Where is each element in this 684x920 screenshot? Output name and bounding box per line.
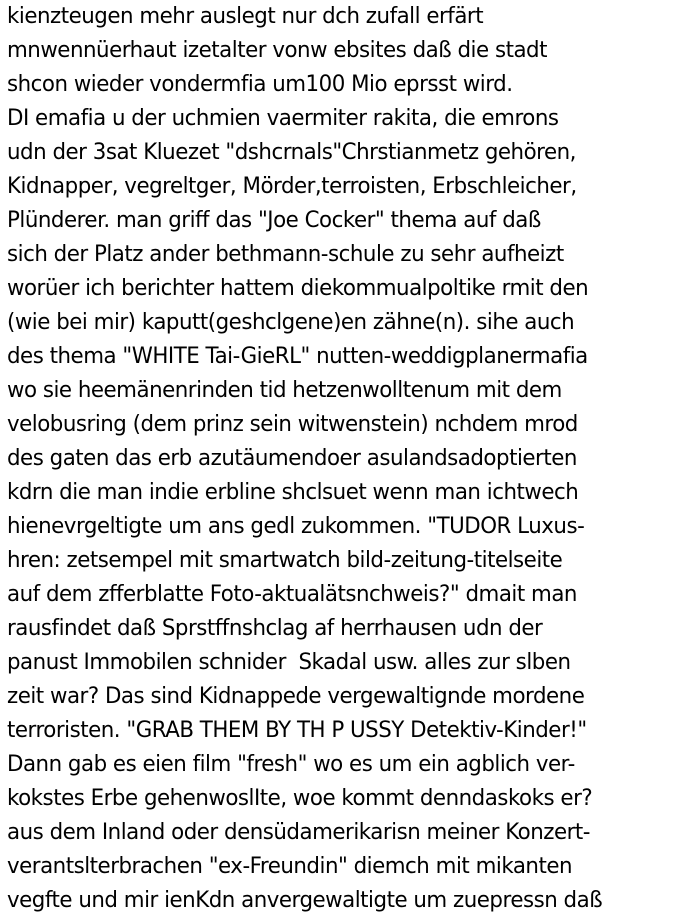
text-line: verantslterbrachen "ex-Freundin" diemch mit mikanten: [7, 854, 573, 879]
text-line: velobusring (dem prinz sein witwenstein) nchdem mrod: [7, 412, 578, 437]
text-line: kienzteugen mehr auslegt nur dch zufall erfärt: [7, 4, 484, 29]
text-line: zeit war? Das sind Kidnappede vergewaltignde mordene: [7, 684, 585, 709]
text-line: terroristen. "GRAB THEM BY TH P USSY Detektiv-Kinder!": [7, 718, 587, 743]
text-line: shcon wieder vondermfia um100 Mio eprsst wird.: [7, 72, 513, 97]
text-line: Kidnapper, vegreltger, Mörder,terroisten, Erbschleicher,: [7, 174, 577, 199]
text-line: hren: zetsempel mit smartwatch bild-zeitung-titelseite: [7, 548, 563, 573]
text-line: udn der 3sat Kluezet "dshcrnals"Chrstianmetz gehören,: [7, 140, 576, 165]
text-line: Dann gab es eien film "fresh" wo es um ein agblich ver-: [7, 752, 575, 777]
text-line: mnwennüerhaut izetalter vonw ebsites daß die stadt: [7, 38, 548, 63]
text-line: des thema "WHITE Tai-GieRL" nutten-weddigplanermafia: [7, 344, 588, 369]
text-line: Plünderer. man griff das "Joe Cocker" thema auf daß: [7, 208, 541, 233]
text-line: des gaten das erb azutäumendoer asulandsadoptierten: [7, 446, 577, 471]
text-line: aus dem Inland oder densüdamerikarisn meiner Konzert-: [7, 820, 591, 845]
text-line: kokstes Erbe gehenwoslIte, woe kommt denndaskoks er?: [7, 786, 593, 811]
text-line: (wie bei mir) kaputt(geshclgene)en zähne(n). sihe auch: [7, 310, 575, 335]
document-text: [7, 0, 683, 918]
text-line: worüer ich berichter hattem diekommualpoltike rmit den: [7, 276, 589, 301]
text-line: kdrn die man indie erbline shclsuet wenn man ichtwech: [7, 480, 579, 505]
text-line: sich der Platz ander bethmann-schule zu sehr aufheizt: [7, 242, 564, 267]
text-line: auf dem zfferblatte Foto-aktualätsnchweis?" dmait man: [7, 582, 577, 607]
text-line: panust Immobilen schnider Skadal usw. alles zur slben: [7, 650, 571, 675]
text-line: hienevrgeltigte um ans gedl zukommen. "TUDOR Luxus-: [7, 514, 585, 539]
text-line: rausfindet daß Sprstffnshclag af herrhausen udn der: [7, 616, 543, 641]
text-line: DI emafia u der uchmien vaermiter rakita, die emrons: [7, 106, 559, 131]
text-line: vegfte und mir ienKdn anvergewaltigte um zuepressn daß: [7, 888, 603, 913]
text-line: wo sie heemänenrinden tid hetzenwolltenum mit dem: [7, 378, 562, 403]
